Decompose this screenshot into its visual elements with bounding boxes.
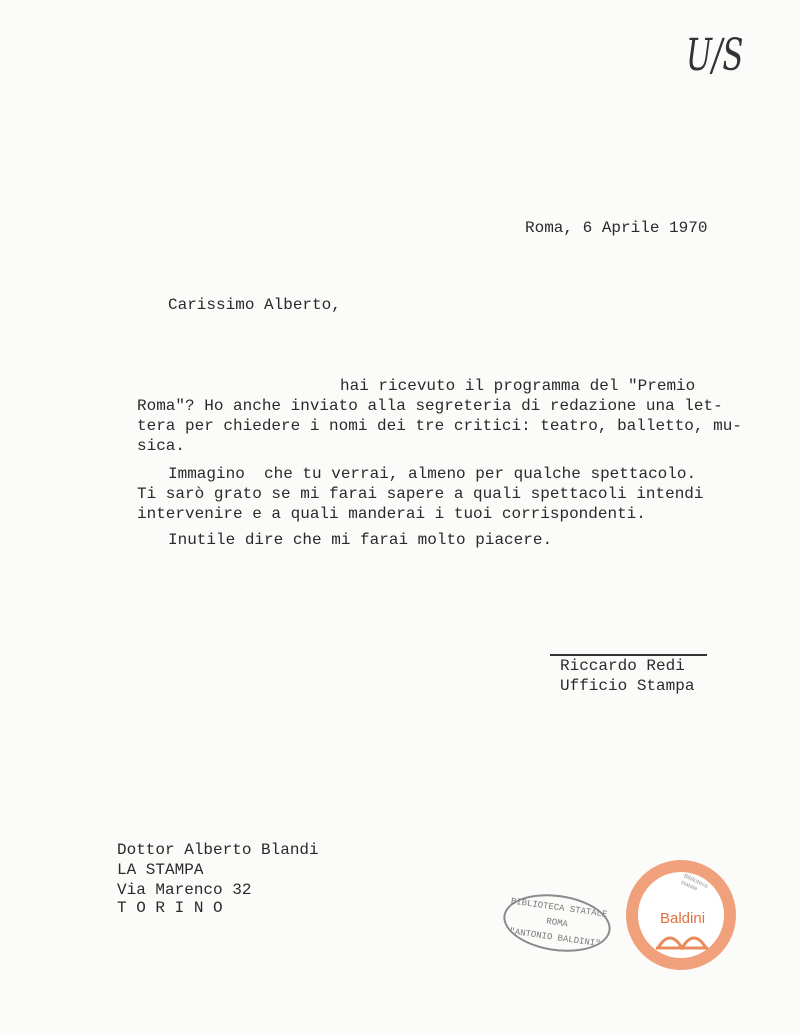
logo-subtitle: Biblioteca statale	[679, 873, 709, 893]
signature-name: Riccardo Redi	[560, 657, 685, 675]
body-line: sica.	[137, 437, 186, 455]
body-line: intervenire e a quali manderai i tuoi corrispondenti.	[137, 505, 646, 523]
address-line: Via Marenco 32	[117, 881, 252, 899]
body-line: Roma"? Ho anche inviato alla segreteria di redazione una let-	[137, 397, 723, 415]
address-line: LA STAMPA	[117, 861, 204, 879]
library-stamp	[500, 888, 615, 958]
body-line: hai ricevuto il programma del "Premio	[340, 377, 696, 395]
logo-name: Baldini	[660, 910, 706, 927]
body-line: Ti sarò grato se mi farai sapere a quali spettacoli intendi	[137, 485, 704, 503]
address-line: Dottor Alberto Blandi	[117, 841, 319, 859]
open-book-icon	[656, 928, 708, 950]
body-line: Immagino che tu verrai, almeno per qualche spettacolo.	[168, 465, 697, 483]
baldini-logo	[626, 860, 736, 970]
body-line: tera per chiedere i nomi dei tre critici: teatro, balletto, mu-	[137, 417, 742, 435]
date-line: Roma, 6 Aprile 1970	[525, 219, 708, 237]
handwritten-annotation: U/S	[686, 30, 744, 81]
body-line: Inutile dire che mi farai molto piacere.	[168, 531, 553, 549]
signature-office: Ufficio Stampa	[560, 677, 695, 695]
stamp-text: "ANTONIO BALDINI"	[508, 926, 602, 950]
salutation: Carissimo Alberto,	[168, 296, 341, 314]
stamp-text: BIBLIOTECA STATALE	[510, 896, 608, 920]
address-line: T O R I N O	[117, 899, 223, 917]
stamp-text: ROMA	[545, 916, 569, 930]
